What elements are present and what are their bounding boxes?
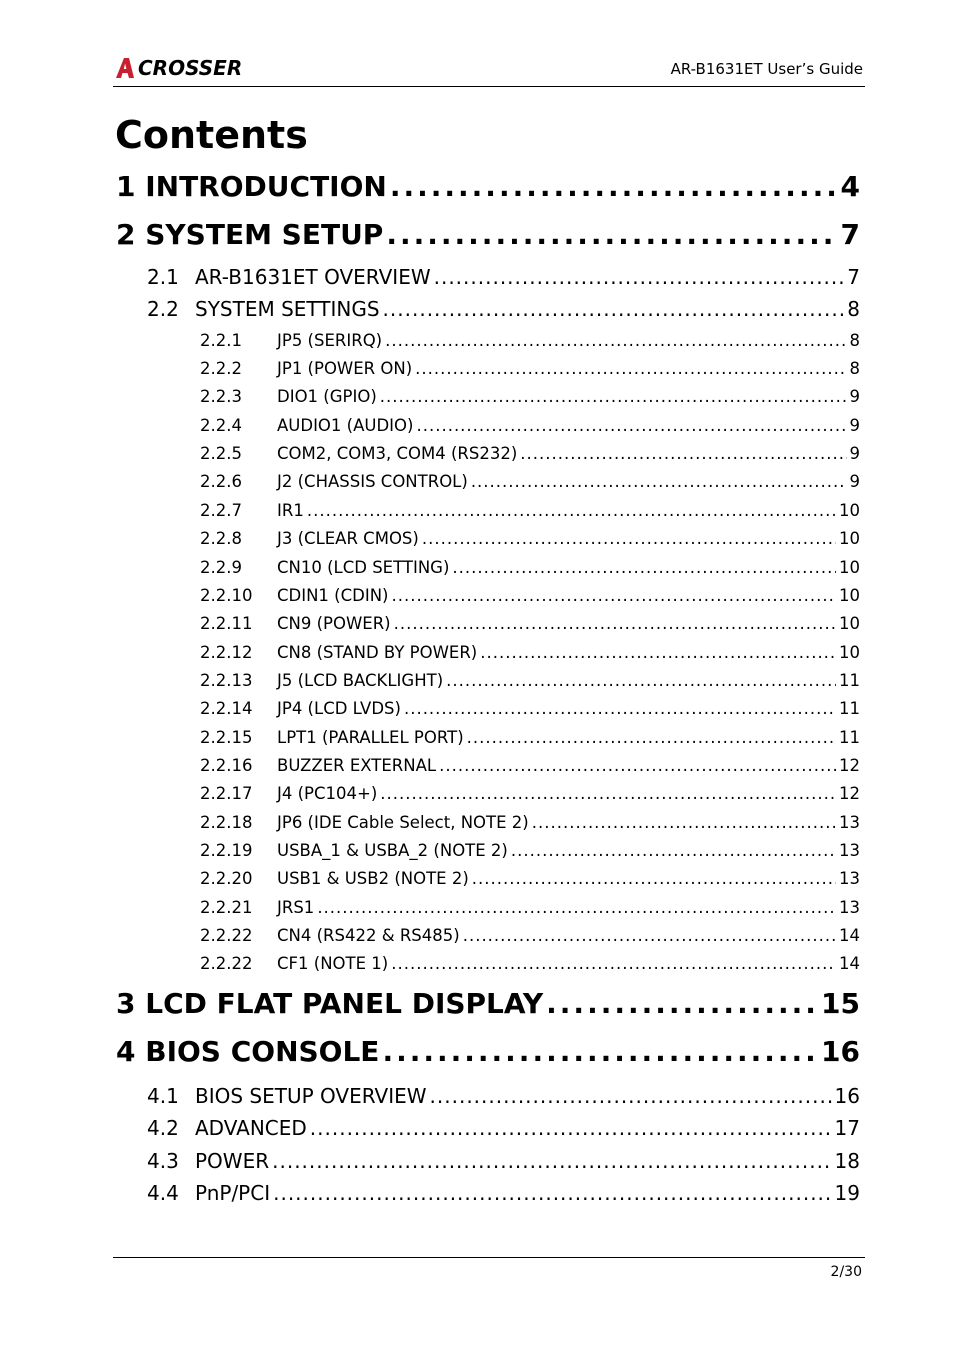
toc-title: POWER <box>195 1149 270 1173</box>
toc-entry[interactable] <box>200 444 860 468</box>
toc-entry[interactable] <box>200 699 860 723</box>
toc-label <box>116 170 387 203</box>
toc-entry[interactable] <box>116 1035 860 1073</box>
toc-leader-dots <box>430 1084 832 1108</box>
toc-entry[interactable] <box>116 987 860 1025</box>
toc-number: 2.2.19 <box>200 841 253 860</box>
toc-page-number: 13 <box>839 841 860 860</box>
toc-title: DIO1 (GPIO) <box>277 387 377 406</box>
toc-leader-dots <box>386 218 837 251</box>
toc-number: 2.2.6 <box>200 472 242 491</box>
toc-page-number: 7 <box>847 265 860 289</box>
toc-title: JP5 (SERIRQ) <box>277 331 383 350</box>
toc-title: PnP/PCI <box>195 1181 271 1205</box>
toc-entry[interactable] <box>200 728 860 752</box>
toc-entry[interactable] <box>200 898 860 922</box>
toc-label <box>200 869 469 888</box>
toc-label <box>200 472 468 491</box>
toc-title: BUZZER EXTERNAL <box>277 756 437 775</box>
toc-entry[interactable] <box>200 331 860 355</box>
toc-page-number: 8 <box>849 331 860 350</box>
toc-number: 4.4 <box>147 1181 179 1205</box>
toc-leader-dots <box>380 387 847 406</box>
toc-leader-dots <box>380 784 836 803</box>
toc-number: 2.2.2 <box>200 359 242 378</box>
toc-leader-dots <box>520 444 846 463</box>
toc-label <box>200 614 391 633</box>
toc-leader-dots <box>385 331 846 350</box>
toc-entry[interactable] <box>147 1116 860 1144</box>
toc-entry[interactable] <box>116 218 860 256</box>
toc-entry[interactable] <box>200 501 860 525</box>
toc-title: J5 (LCD BACKLIGHT) <box>277 671 444 690</box>
toc-entry[interactable] <box>200 359 860 383</box>
toc-leader-dots <box>532 813 836 832</box>
toc-label <box>200 586 389 605</box>
toc-entry[interactable] <box>200 472 860 496</box>
toc-page-number: 10 <box>839 586 860 605</box>
toc-leader-dots <box>383 297 845 321</box>
toc-label <box>200 699 401 718</box>
toc-page-number: 17 <box>834 1116 860 1140</box>
page-number: 2/30 <box>830 1264 862 1280</box>
toc-number: 2.1 <box>147 265 179 289</box>
toc-title: CDIN1 (CDIN) <box>277 586 389 605</box>
toc-title: CN10 (LCD SETTING) <box>277 558 450 577</box>
toc-page-number: 11 <box>839 699 860 718</box>
document-title: AR-B1631ET User’s Guide <box>670 60 863 78</box>
toc-number: 2.2.11 <box>200 614 253 633</box>
toc-page-number: 14 <box>839 954 860 973</box>
toc-page-number: 12 <box>839 756 860 775</box>
toc-leader-dots <box>272 1149 831 1173</box>
toc-number: 2.2.17 <box>200 784 253 803</box>
toc-leader-dots <box>446 671 836 690</box>
toc-label <box>200 728 464 747</box>
toc-page-number: 11 <box>839 671 860 690</box>
toc-title: JRS1 <box>277 898 315 917</box>
toc-page-number: 4 <box>840 170 860 203</box>
toc-number: 2 <box>116 218 136 251</box>
toc-title: CN4 (RS422 & RS485) <box>277 926 460 945</box>
toc-page-number: 14 <box>839 926 860 945</box>
toc-leader-dots <box>471 472 847 491</box>
logo-text: CROSSER <box>138 56 243 80</box>
toc-leader-dots <box>463 926 836 945</box>
toc-leader-dots <box>404 699 836 718</box>
toc-label <box>200 926 460 945</box>
acrosser-logo-mark-icon <box>113 56 137 80</box>
toc-leader-dots <box>390 170 838 203</box>
toc-leader-dots <box>472 869 836 888</box>
toc-page-number: 15 <box>821 987 860 1020</box>
toc-label <box>200 813 529 832</box>
acrosser-logo <box>113 54 242 82</box>
toc-label <box>200 331 382 350</box>
toc-entry[interactable] <box>116 170 860 208</box>
toc-entry[interactable] <box>200 926 860 950</box>
toc-entry[interactable] <box>200 416 860 440</box>
toc-entry[interactable] <box>147 1084 860 1112</box>
toc-number: 3 <box>116 987 136 1020</box>
page-header <box>113 50 865 87</box>
toc-page-number: 9 <box>849 444 860 463</box>
toc-page-number: 19 <box>834 1181 860 1205</box>
toc-page-number: 9 <box>849 416 860 435</box>
toc-entry[interactable] <box>200 586 860 610</box>
toc-page-number: 16 <box>834 1084 860 1108</box>
toc-number: 2.2.20 <box>200 869 253 888</box>
toc-label <box>200 954 388 973</box>
toc-entry[interactable] <box>200 954 860 978</box>
toc-entry[interactable] <box>200 813 860 837</box>
toc-page-number: 8 <box>849 359 860 378</box>
toc-number: 2.2.1 <box>200 331 242 350</box>
toc-label <box>116 1035 379 1068</box>
toc-title: USB1 & USB2 (NOTE 2) <box>277 869 469 888</box>
toc-title: J4 (PC104+) <box>277 784 378 803</box>
toc-label <box>147 265 431 289</box>
toc-leader-dots <box>422 529 836 548</box>
toc-entry[interactable] <box>147 1149 860 1177</box>
toc-leader-dots <box>310 1116 832 1140</box>
toc-page-number: 18 <box>834 1149 860 1173</box>
toc-number: 2.2.22 <box>200 926 253 945</box>
toc-number: 4.1 <box>147 1084 179 1108</box>
toc-label <box>116 218 383 251</box>
toc-page-number: 8 <box>847 297 860 321</box>
toc-label <box>200 784 377 803</box>
toc-title: J3 (CLEAR CMOS) <box>277 529 419 548</box>
toc-label <box>200 387 377 406</box>
toc-entry[interactable] <box>200 558 860 582</box>
toc-entry[interactable] <box>200 387 860 411</box>
toc-number: 2.2.21 <box>200 898 253 917</box>
toc-label <box>200 416 413 435</box>
toc-page-number: 16 <box>821 1035 860 1068</box>
toc-label <box>200 558 449 577</box>
toc-label <box>147 1149 269 1173</box>
toc-page-number: 10 <box>839 529 860 548</box>
toc-label <box>147 1116 307 1140</box>
toc-number: 2.2 <box>147 297 179 321</box>
toc-title: IR1 <box>277 501 304 520</box>
toc-number: 2.2.14 <box>200 699 253 718</box>
toc-leader-dots <box>392 586 837 605</box>
toc-leader-dots <box>452 558 836 577</box>
toc-label <box>200 501 304 520</box>
toc-page-number: 9 <box>849 387 860 406</box>
toc-leader-dots <box>439 756 836 775</box>
toc-label <box>147 297 380 321</box>
toc-leader-dots <box>434 265 845 289</box>
toc-page-number: 11 <box>839 728 860 747</box>
toc-page-number: 10 <box>839 558 860 577</box>
toc-title: JP4 (LCD LVDS) <box>277 699 401 718</box>
toc-number: 1 <box>116 170 136 203</box>
toc-title: CN8 (STAND BY POWER) <box>277 643 478 662</box>
toc-page-number: 10 <box>839 643 860 662</box>
toc-label <box>200 671 443 690</box>
toc-number: 2.2.7 <box>200 501 242 520</box>
toc-entry[interactable] <box>200 671 860 695</box>
toc-leader-dots <box>317 898 836 917</box>
toc-title: COM2, COM3, COM4 (RS232) <box>277 444 518 463</box>
toc-entry[interactable] <box>200 614 860 638</box>
toc-label <box>200 529 419 548</box>
toc-number: 2.2.18 <box>200 813 253 832</box>
toc-title: BIOS CONSOLE <box>145 1035 380 1068</box>
toc-leader-dots <box>394 614 836 633</box>
toc-number: 2.2.13 <box>200 671 253 690</box>
toc-title: USBA_1 & USBA_2 (NOTE 2) <box>277 841 508 860</box>
toc-title: SYSTEM SETUP <box>145 218 384 251</box>
toc-label <box>200 756 436 775</box>
footer-rule <box>113 1257 865 1258</box>
toc-entry[interactable] <box>200 756 860 780</box>
toc-leader-dots <box>546 987 818 1020</box>
toc-entry[interactable] <box>200 784 860 808</box>
toc-leader-dots <box>416 416 846 435</box>
toc-number: 2.2.3 <box>200 387 242 406</box>
toc-title: JP1 (POWER ON) <box>277 359 413 378</box>
toc-label <box>200 444 517 463</box>
toc-leader-dots <box>382 1035 818 1068</box>
toc-title: ADVANCED <box>195 1116 307 1140</box>
toc-entry[interactable] <box>200 529 860 553</box>
toc-page-number: 13 <box>839 898 860 917</box>
toc-label <box>147 1084 427 1108</box>
toc-number: 2.2.4 <box>200 416 242 435</box>
toc-title: JP6 (IDE Cable Select, NOTE 2) <box>277 813 529 832</box>
toc-page-number: 9 <box>849 472 860 491</box>
toc-page-number: 13 <box>839 869 860 888</box>
toc-entry[interactable] <box>200 643 860 667</box>
toc-number: 2.2.22 <box>200 954 253 973</box>
toc-title: CF1 (NOTE 1) <box>277 954 389 973</box>
toc-number: 2.2.10 <box>200 586 253 605</box>
toc-label <box>147 1181 270 1205</box>
toc-number: 2.2.8 <box>200 529 242 548</box>
toc-title: BIOS SETUP OVERVIEW <box>195 1084 427 1108</box>
toc-label <box>200 359 412 378</box>
toc-number: 4.2 <box>147 1116 179 1140</box>
contents-heading: Contents <box>115 113 308 157</box>
toc-page-number: 10 <box>839 614 860 633</box>
toc-page-number: 7 <box>840 218 860 251</box>
toc-page-number: 13 <box>839 813 860 832</box>
toc-label <box>116 987 543 1020</box>
toc-page-number: 10 <box>839 501 860 520</box>
toc-leader-dots <box>273 1181 831 1205</box>
toc-leader-dots <box>480 643 836 662</box>
toc-leader-dots <box>415 359 846 378</box>
toc-title: INTRODUCTION <box>145 170 387 203</box>
toc-leader-dots <box>511 841 836 860</box>
toc-leader-dots <box>391 954 836 973</box>
toc-number: 4 <box>116 1035 136 1068</box>
toc-leader-dots <box>307 501 836 520</box>
toc-number: 2.2.15 <box>200 728 253 747</box>
toc-entry[interactable] <box>200 869 860 893</box>
toc-number: 2.2.12 <box>200 643 253 662</box>
toc-title: AR-B1631ET OVERVIEW <box>195 265 431 289</box>
toc-number: 4.3 <box>147 1149 179 1173</box>
toc-title: CN9 (POWER) <box>277 614 391 633</box>
toc-title: LPT1 (PARALLEL PORT) <box>277 728 464 747</box>
toc-entry[interactable] <box>147 1181 860 1209</box>
toc-number: 2.2.9 <box>200 558 242 577</box>
toc-title: J2 (CHASSIS CONTROL) <box>277 472 468 491</box>
toc-entry[interactable] <box>147 265 860 293</box>
toc-number: 2.2.5 <box>200 444 242 463</box>
toc-page-number: 12 <box>839 784 860 803</box>
toc-label <box>200 841 508 860</box>
toc-title: SYSTEM SETTINGS <box>195 297 380 321</box>
toc-title: AUDIO1 (AUDIO) <box>277 416 414 435</box>
toc-number: 2.2.16 <box>200 756 253 775</box>
toc-label <box>200 643 477 662</box>
toc-title: LCD FLAT PANEL DISPLAY <box>145 987 544 1020</box>
toc-label <box>200 898 314 917</box>
toc-entry[interactable] <box>200 841 860 865</box>
toc-entry[interactable] <box>147 297 860 325</box>
toc-leader-dots <box>467 728 836 747</box>
